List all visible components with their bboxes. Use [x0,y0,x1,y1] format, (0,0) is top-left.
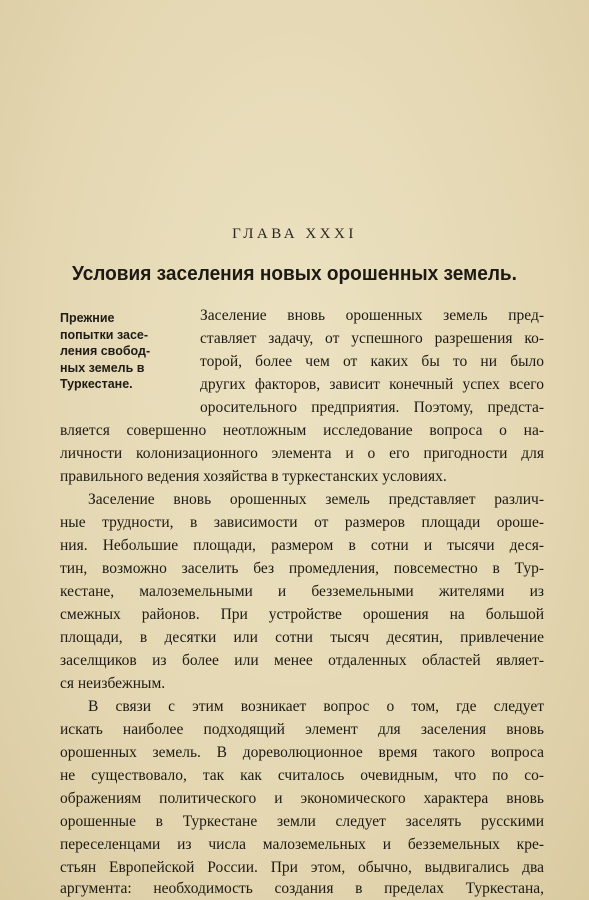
text-line: оросительного предприятия. Поэтому, предста- [200,399,544,416]
chapter-title: Условия заселения новых орошенных земель. [72,262,517,285]
text-line: ображениям политического и экономического характера вновь [60,790,544,807]
text-line: не существовало, так как считалось очевидным, что по со- [60,767,544,784]
text-line: кестане, малоземельными и безземельными жителями из [60,583,544,600]
text-line: ся неизбежным. [60,675,166,692]
margin-note-line: попытки засе- [60,327,149,342]
text-line: переселенцами из числа малоземельных и безземельных кре- [60,836,544,853]
text-line: ния. Небольшие площади, размером в сотни и тысячи деся- [60,537,544,554]
margin-note-line: Прежние [60,311,115,325]
text-line: В связи с этим возникает вопрос о том, где следует [88,698,544,715]
chapter-heading: ГЛАВА XXXI [232,226,357,242]
text-line: стьян Европейской России. При этом, обычно, выдвигались два [60,859,544,876]
text-line: заселщиков из более или менее отдаленных областей являет- [60,652,544,669]
text-line: вляется совершенно неотложным исследование вопроса о на- [60,422,544,439]
text-line: правильного ведения хозяйства в туркестанских условиях. [60,468,447,485]
text-line: смежных районов. При устройстве орошения на большой [60,606,544,623]
text-line: аргумента: необходимость создания в пределах Туркестана, [60,880,544,897]
text-line: Заселение вновь орошенных земель представляет различ- [88,491,544,508]
margin-note-line: Туркестане. [60,377,133,391]
margin-note-line: ных земель в [60,360,145,375]
text-line: тин, возможно заселить без промедления, повсеместно в Тур- [60,560,544,577]
margin-note [60,310,188,393]
text-line: орошенных земель. В дореволюционное время такого вопроса [60,744,544,761]
text-line: искать наиболее подходящий элемент для заселения вновь [60,721,544,738]
text-line: торой, более чем от каких бы то ни было [200,353,544,370]
text-line: других факторов, зависит конечный успех всего [200,376,544,393]
text-line: личности колонизационного элемента и о его пригодности для [60,445,544,462]
text-line: ставляет задачу, от успешного разрешения ко- [200,330,544,347]
text-line: площади, в десятки или сотни тысяч десятин, привлечение [60,629,544,646]
text-line: Заселение вновь орошенных земель пред- [200,307,544,324]
margin-note-line: ления свобод- [60,344,151,358]
text-line: орошенные в Туркестане земли следует заселять русскими [60,813,544,830]
text-line: ные трудности, в зависимости от размеров площади ороше- [60,514,544,531]
